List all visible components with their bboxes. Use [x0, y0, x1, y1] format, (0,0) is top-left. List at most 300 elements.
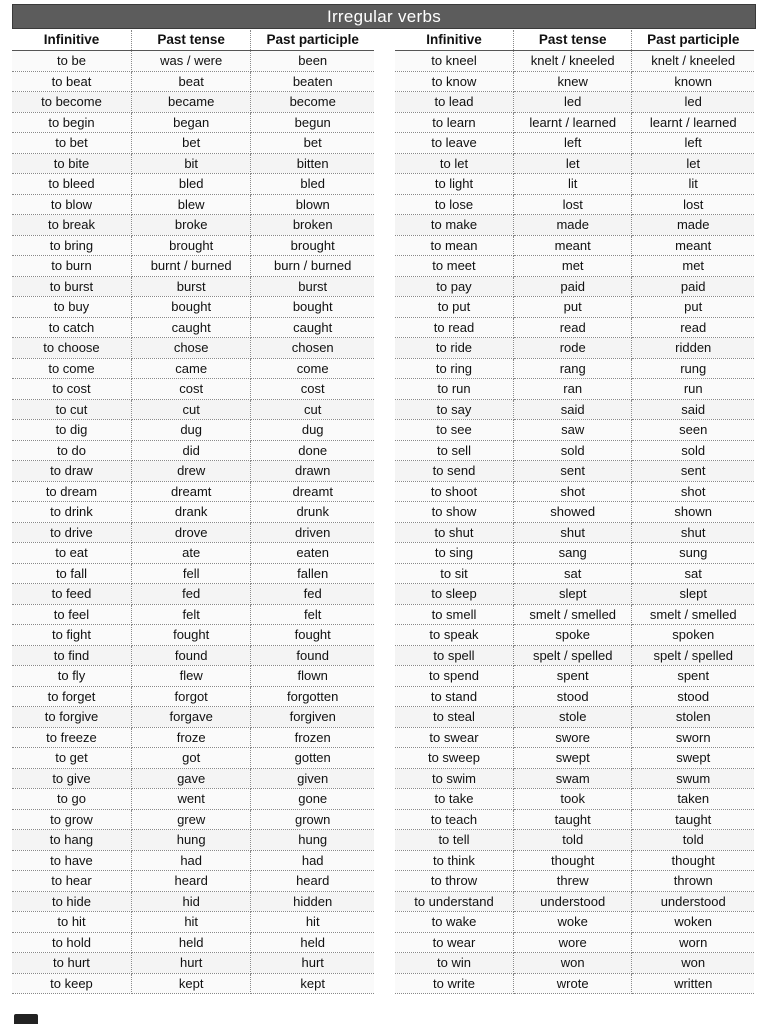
table-row	[395, 604, 754, 625]
past-tense-cell: did	[131, 440, 250, 461]
past-tense-cell: went	[131, 789, 250, 810]
table-row	[395, 809, 754, 830]
infinitive-cell: to wake	[395, 912, 513, 933]
past-tense-cell: sat	[513, 563, 631, 584]
past-tense-cell: brought	[131, 235, 250, 256]
past-participle-cell: bitten	[251, 153, 374, 174]
past-participle-cell: driven	[251, 522, 374, 543]
infinitive-cell: to dig	[12, 420, 131, 441]
past-tense-cell: chose	[131, 338, 250, 359]
past-tense-cell: gave	[131, 768, 250, 789]
infinitive-cell: to burn	[12, 256, 131, 277]
table-row	[395, 256, 754, 277]
table-row	[12, 748, 374, 769]
past-tense-cell: spelt / spelled	[513, 645, 631, 666]
past-participle-cell: meant	[632, 235, 754, 256]
infinitive-cell: to know	[395, 71, 513, 92]
past-tense-cell: kept	[131, 973, 250, 994]
table-row	[395, 235, 754, 256]
infinitive-cell: to fight	[12, 625, 131, 646]
infinitive-cell: to become	[12, 92, 131, 113]
table-row	[395, 625, 754, 646]
infinitive-cell: to send	[395, 461, 513, 482]
past-participle-cell: made	[632, 215, 754, 236]
past-tense-cell: took	[513, 789, 631, 810]
infinitive-cell: to shoot	[395, 481, 513, 502]
past-participle-cell: dreamt	[251, 481, 374, 502]
table-row	[12, 850, 374, 871]
table-row	[395, 461, 754, 482]
past-participle-cell: drawn	[251, 461, 374, 482]
past-participle-cell: become	[251, 92, 374, 113]
table-row	[12, 932, 374, 953]
past-tense-cell: flew	[131, 666, 250, 687]
past-tense-cell: knew	[513, 71, 631, 92]
table-row	[12, 133, 374, 154]
past-tense-cell: blew	[131, 194, 250, 215]
past-tense-cell: bought	[131, 297, 250, 318]
table-row	[395, 973, 754, 994]
past-participle-cell: shot	[632, 481, 754, 502]
past-tense-cell: learnt / learned	[513, 112, 631, 133]
past-participle-cell: worn	[632, 932, 754, 953]
past-participle-cell: forgiven	[251, 707, 374, 728]
header-infinitive: Infinitive	[395, 30, 513, 51]
header-past-tense: Past tense	[131, 30, 250, 51]
past-participle-cell: shown	[632, 502, 754, 523]
table-row	[12, 707, 374, 728]
header-past-tense: Past tense	[513, 30, 631, 51]
past-tense-cell: knelt / kneeled	[513, 51, 631, 72]
infinitive-cell: to show	[395, 502, 513, 523]
table-row	[395, 871, 754, 892]
page-title: Irregular verbs	[326, 6, 442, 26]
infinitive-cell: to win	[395, 953, 513, 974]
table-row	[12, 502, 374, 523]
past-participle-cell: flown	[251, 666, 374, 687]
past-participle-cell: had	[251, 850, 374, 871]
table-row	[12, 604, 374, 625]
past-participle-cell: fed	[251, 584, 374, 605]
past-tense-cell: taught	[513, 809, 631, 830]
table-row	[395, 584, 754, 605]
infinitive-cell: to swim	[395, 768, 513, 789]
table-row	[12, 727, 374, 748]
table-row	[12, 174, 374, 195]
past-participle-cell: smelt / smelled	[632, 604, 754, 625]
past-tense-cell: paid	[513, 276, 631, 297]
past-tense-cell: fell	[131, 563, 250, 584]
header-row	[12, 30, 374, 51]
infinitive-cell: to sit	[395, 563, 513, 584]
table-row	[395, 297, 754, 318]
past-participle-cell: led	[632, 92, 754, 113]
past-participle-cell: stolen	[632, 707, 754, 728]
infinitive-cell: to come	[12, 358, 131, 379]
past-participle-cell: knelt / kneeled	[632, 51, 754, 72]
infinitive-cell: to spend	[395, 666, 513, 687]
past-tense-cell: threw	[513, 871, 631, 892]
table-row	[395, 850, 754, 871]
past-tense-cell: thought	[513, 850, 631, 871]
table-row	[12, 317, 374, 338]
past-participle-cell: rung	[632, 358, 754, 379]
past-participle-cell: done	[251, 440, 374, 461]
infinitive-cell: to freeze	[12, 727, 131, 748]
infinitive-cell: to hit	[12, 912, 131, 933]
past-tense-cell: had	[131, 850, 250, 871]
infinitive-cell: to understand	[395, 891, 513, 912]
table-row	[395, 92, 754, 113]
header-infinitive: Infinitive	[12, 30, 131, 51]
infinitive-cell: to make	[395, 215, 513, 236]
past-tense-cell: became	[131, 92, 250, 113]
infinitive-cell: to leave	[395, 133, 513, 154]
verb-table-left	[12, 30, 374, 994]
past-tense-cell: came	[131, 358, 250, 379]
past-tense-cell: beat	[131, 71, 250, 92]
past-tense-cell: lost	[513, 194, 631, 215]
table-row	[12, 153, 374, 174]
past-tense-cell: said	[513, 399, 631, 420]
infinitive-cell: to put	[395, 297, 513, 318]
past-tense-cell: left	[513, 133, 631, 154]
past-tense-cell: understood	[513, 891, 631, 912]
past-participle-cell: won	[632, 953, 754, 974]
past-tense-cell: caught	[131, 317, 250, 338]
past-participle-cell: slept	[632, 584, 754, 605]
past-tense-cell: fed	[131, 584, 250, 605]
infinitive-cell: to let	[395, 153, 513, 174]
past-tense-cell: began	[131, 112, 250, 133]
past-participle-cell: ridden	[632, 338, 754, 359]
past-tense-cell: spent	[513, 666, 631, 687]
table-row	[395, 379, 754, 400]
past-participle-cell: gotten	[251, 748, 374, 769]
past-tense-cell: sang	[513, 543, 631, 564]
past-tense-cell: read	[513, 317, 631, 338]
table-row	[395, 891, 754, 912]
past-participle-cell: learnt / learned	[632, 112, 754, 133]
table-row	[12, 912, 374, 933]
infinitive-cell: to fall	[12, 563, 131, 584]
past-participle-cell: hit	[251, 912, 374, 933]
past-participle-cell: taken	[632, 789, 754, 810]
table-row	[395, 830, 754, 851]
past-tense-cell: hurt	[131, 953, 250, 974]
past-tense-cell: was / were	[131, 51, 250, 72]
past-tense-cell: let	[513, 153, 631, 174]
past-tense-cell: rode	[513, 338, 631, 359]
infinitive-cell: to take	[395, 789, 513, 810]
past-participle-cell: swum	[632, 768, 754, 789]
verb-rows-left	[12, 51, 374, 994]
past-participle-cell: sung	[632, 543, 754, 564]
past-participle-cell: dug	[251, 420, 374, 441]
table-row	[395, 666, 754, 687]
past-tense-cell: ate	[131, 543, 250, 564]
table-row	[395, 358, 754, 379]
past-participle-cell: spent	[632, 666, 754, 687]
table-row	[395, 276, 754, 297]
past-tense-cell: heard	[131, 871, 250, 892]
past-participle-cell: blown	[251, 194, 374, 215]
infinitive-cell: to write	[395, 973, 513, 994]
past-tense-cell: led	[513, 92, 631, 113]
past-participle-cell: let	[632, 153, 754, 174]
past-participle-cell: read	[632, 317, 754, 338]
past-participle-cell: forgotten	[251, 686, 374, 707]
past-participle-cell: bet	[251, 133, 374, 154]
past-participle-cell: been	[251, 51, 374, 72]
infinitive-cell: to burst	[12, 276, 131, 297]
past-participle-cell: written	[632, 973, 754, 994]
verb-rows-right	[395, 51, 754, 994]
past-participle-cell: told	[632, 830, 754, 851]
infinitive-cell: to draw	[12, 461, 131, 482]
past-participle-cell: swept	[632, 748, 754, 769]
table-row	[395, 153, 754, 174]
past-participle-cell: kept	[251, 973, 374, 994]
past-participle-cell: cut	[251, 399, 374, 420]
infinitive-cell: to kneel	[395, 51, 513, 72]
past-tense-cell: got	[131, 748, 250, 769]
table-row	[395, 707, 754, 728]
header-past-participle: Past participle	[251, 30, 374, 51]
infinitive-cell: to forgive	[12, 707, 131, 728]
past-participle-cell: gone	[251, 789, 374, 810]
past-participle-cell: burst	[251, 276, 374, 297]
past-participle-cell: come	[251, 358, 374, 379]
past-participle-cell: paid	[632, 276, 754, 297]
table-row	[395, 502, 754, 523]
past-participle-cell: beaten	[251, 71, 374, 92]
infinitive-cell: to be	[12, 51, 131, 72]
past-tense-cell: ran	[513, 379, 631, 400]
table-row	[12, 194, 374, 215]
past-participle-cell: brought	[251, 235, 374, 256]
past-tense-cell: showed	[513, 502, 631, 523]
table-row	[395, 932, 754, 953]
past-tense-cell: slept	[513, 584, 631, 605]
table-row	[12, 338, 374, 359]
table-row	[12, 563, 374, 584]
infinitive-cell: to go	[12, 789, 131, 810]
infinitive-cell: to bleed	[12, 174, 131, 195]
table-row	[395, 399, 754, 420]
past-participle-cell: shut	[632, 522, 754, 543]
table-row	[395, 522, 754, 543]
table-row	[395, 953, 754, 974]
infinitive-cell: to fly	[12, 666, 131, 687]
infinitive-cell: to think	[395, 850, 513, 871]
infinitive-cell: to hurt	[12, 953, 131, 974]
past-tense-cell: met	[513, 256, 631, 277]
table-row	[395, 768, 754, 789]
past-tense-cell: felt	[131, 604, 250, 625]
past-tense-cell: saw	[513, 420, 631, 441]
table-row	[395, 563, 754, 584]
past-participle-cell: left	[632, 133, 754, 154]
infinitive-cell: to say	[395, 399, 513, 420]
past-participle-cell: begun	[251, 112, 374, 133]
table-row	[12, 399, 374, 420]
infinitive-cell: to drink	[12, 502, 131, 523]
infinitive-cell: to lose	[395, 194, 513, 215]
table-row	[395, 789, 754, 810]
past-tense-cell: swore	[513, 727, 631, 748]
infinitive-cell: to get	[12, 748, 131, 769]
infinitive-cell: to hold	[12, 932, 131, 953]
infinitive-cell: to swear	[395, 727, 513, 748]
table-row	[12, 481, 374, 502]
infinitive-cell: to pay	[395, 276, 513, 297]
infinitive-cell: to grow	[12, 809, 131, 830]
past-participle-cell: cost	[251, 379, 374, 400]
past-participle-cell: burn / burned	[251, 256, 374, 277]
past-participle-cell: run	[632, 379, 754, 400]
past-participle-cell: taught	[632, 809, 754, 830]
table-row	[12, 871, 374, 892]
table-row	[12, 789, 374, 810]
past-tense-cell: bet	[131, 133, 250, 154]
past-participle-cell: met	[632, 256, 754, 277]
past-tense-cell: dug	[131, 420, 250, 441]
past-tense-cell: fought	[131, 625, 250, 646]
past-tense-cell: drove	[131, 522, 250, 543]
infinitive-cell: to run	[395, 379, 513, 400]
infinitive-cell: to drive	[12, 522, 131, 543]
past-tense-cell: drew	[131, 461, 250, 482]
table-row	[395, 912, 754, 933]
past-participle-cell: chosen	[251, 338, 374, 359]
past-tense-cell: told	[513, 830, 631, 851]
past-tense-cell: hid	[131, 891, 250, 912]
table-row	[395, 481, 754, 502]
infinitive-cell: to keep	[12, 973, 131, 994]
past-tense-cell: spoke	[513, 625, 631, 646]
infinitive-cell: to learn	[395, 112, 513, 133]
past-tense-cell: stole	[513, 707, 631, 728]
past-participle-cell: bought	[251, 297, 374, 318]
infinitive-cell: to do	[12, 440, 131, 461]
past-participle-cell: woken	[632, 912, 754, 933]
table-row	[12, 440, 374, 461]
table-row	[12, 358, 374, 379]
infinitive-cell: to light	[395, 174, 513, 195]
past-participle-cell: heard	[251, 871, 374, 892]
past-tense-cell: won	[513, 953, 631, 974]
past-participle-cell: understood	[632, 891, 754, 912]
past-participle-cell: sat	[632, 563, 754, 584]
past-tense-cell: drank	[131, 502, 250, 523]
table-row	[395, 174, 754, 195]
past-participle-cell: lost	[632, 194, 754, 215]
past-tense-cell: cost	[131, 379, 250, 400]
past-participle-cell: felt	[251, 604, 374, 625]
past-tense-cell: rang	[513, 358, 631, 379]
table-row	[395, 645, 754, 666]
table-row	[12, 522, 374, 543]
table-row	[12, 543, 374, 564]
table-row	[12, 379, 374, 400]
table-row	[12, 768, 374, 789]
past-participle-cell: sworn	[632, 727, 754, 748]
past-participle-cell: found	[251, 645, 374, 666]
past-participle-cell: thought	[632, 850, 754, 871]
infinitive-cell: to ride	[395, 338, 513, 359]
past-participle-cell: hung	[251, 830, 374, 851]
past-participle-cell: sent	[632, 461, 754, 482]
past-participle-cell: sold	[632, 440, 754, 461]
infinitive-cell: to have	[12, 850, 131, 871]
infinitive-cell: to feel	[12, 604, 131, 625]
infinitive-cell: to see	[395, 420, 513, 441]
infinitive-cell: to spell	[395, 645, 513, 666]
infinitive-cell: to cut	[12, 399, 131, 420]
past-tense-cell: made	[513, 215, 631, 236]
past-tense-cell: sold	[513, 440, 631, 461]
infinitive-cell: to bite	[12, 153, 131, 174]
infinitive-cell: to forget	[12, 686, 131, 707]
past-participle-cell: broken	[251, 215, 374, 236]
past-tense-cell: cut	[131, 399, 250, 420]
infinitive-cell: to bet	[12, 133, 131, 154]
past-tense-cell: sent	[513, 461, 631, 482]
past-tense-cell: smelt / smelled	[513, 604, 631, 625]
infinitive-cell: to smell	[395, 604, 513, 625]
table-row	[12, 891, 374, 912]
past-tense-cell: forgave	[131, 707, 250, 728]
title-bar	[12, 4, 756, 29]
past-participle-cell: frozen	[251, 727, 374, 748]
infinitive-cell: to hide	[12, 891, 131, 912]
table-row	[12, 276, 374, 297]
past-tense-cell: woke	[513, 912, 631, 933]
infinitive-cell: to sleep	[395, 584, 513, 605]
table-row	[395, 51, 754, 72]
past-tense-cell: held	[131, 932, 250, 953]
table-row	[12, 112, 374, 133]
infinitive-cell: to catch	[12, 317, 131, 338]
infinitive-cell: to sweep	[395, 748, 513, 769]
table-row	[12, 686, 374, 707]
past-participle-cell: lit	[632, 174, 754, 195]
infinitive-cell: to meet	[395, 256, 513, 277]
table-row	[12, 215, 374, 236]
infinitive-cell: to teach	[395, 809, 513, 830]
past-tense-cell: wrote	[513, 973, 631, 994]
infinitive-cell: to dream	[12, 481, 131, 502]
infinitive-cell: to tell	[395, 830, 513, 851]
infinitive-cell: to wear	[395, 932, 513, 953]
table-row	[395, 194, 754, 215]
infinitive-cell: to ring	[395, 358, 513, 379]
past-participle-cell: said	[632, 399, 754, 420]
table-row	[12, 51, 374, 72]
past-participle-cell: grown	[251, 809, 374, 830]
infinitive-cell: to hear	[12, 871, 131, 892]
infinitive-cell: to buy	[12, 297, 131, 318]
past-tense-cell: shut	[513, 522, 631, 543]
infinitive-cell: to bring	[12, 235, 131, 256]
table-row	[395, 686, 754, 707]
past-tense-cell: froze	[131, 727, 250, 748]
past-tense-cell: found	[131, 645, 250, 666]
past-tense-cell: wore	[513, 932, 631, 953]
verb-table-right	[395, 30, 754, 994]
table-row	[12, 461, 374, 482]
